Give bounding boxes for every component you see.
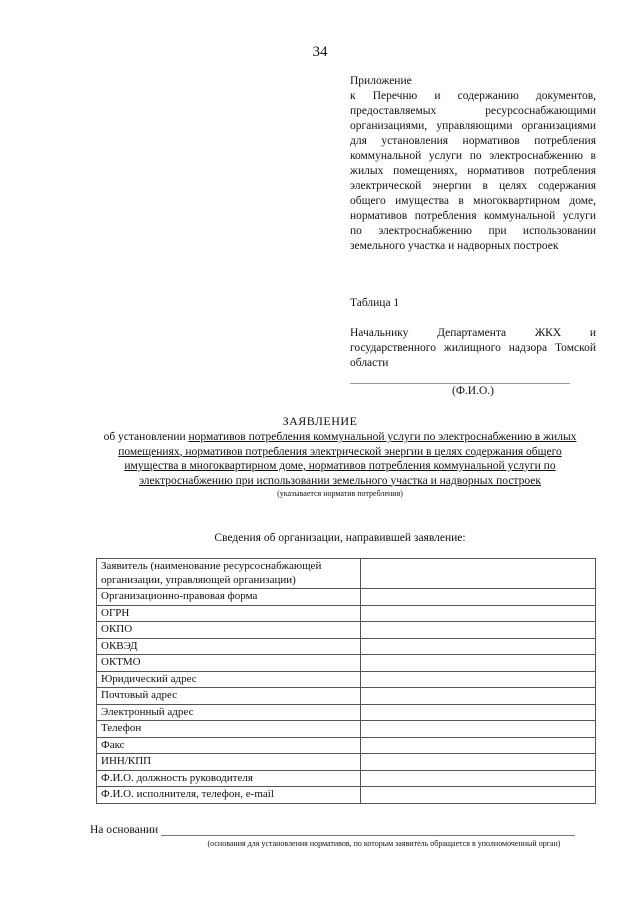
row-value-field[interactable] [361, 754, 596, 771]
subject-underlined: нормативов потребления коммунальной услуги по электроснабжению в жилых помещениях, нормативов потребления электрической энергии в целях содержания общего имущества в многоквартирном доме, нормативов потребления коммунальной услуги по электроснабжению при использовании земельного участка и надворных построек [118, 431, 577, 487]
table-row [97, 770, 596, 787]
table-row [97, 605, 596, 622]
fio-signature-line[interactable] [350, 383, 570, 384]
table-label: Таблица 1 [350, 297, 400, 309]
addressee: Начальнику Департамента ЖКХ и государственного жилищного надзора Томской области [350, 327, 596, 369]
appendix-block [350, 74, 596, 254]
table-row [97, 721, 596, 738]
organization-info-table [96, 558, 596, 804]
row-label: ОКТМО [97, 655, 361, 672]
basis-input-line[interactable] [161, 823, 575, 836]
table-row [97, 589, 596, 606]
organization-info-heading: Сведения об организации, направившей заявление: [214, 532, 466, 544]
table-row [97, 704, 596, 721]
table-row [97, 737, 596, 754]
row-value-field[interactable] [361, 589, 596, 606]
row-value-field[interactable] [361, 605, 596, 622]
table-row [97, 688, 596, 705]
row-value-field[interactable] [361, 737, 596, 754]
row-label: Факс [97, 737, 361, 754]
row-label: ИНН/КПП [97, 754, 361, 771]
fio-label: (Ф.И.О.) [452, 385, 494, 397]
table-row [97, 754, 596, 771]
basis-line [90, 823, 600, 836]
table-row [97, 787, 596, 804]
row-value-field[interactable] [361, 655, 596, 672]
row-label: Юридический адрес [97, 671, 361, 688]
row-label: ОКВЭД [97, 638, 361, 655]
statement-subject [90, 430, 590, 499]
row-label: ОКПО [97, 622, 361, 639]
table-row [97, 622, 596, 639]
row-label: Организационно-правовая форма [97, 589, 361, 606]
row-label: Телефон [97, 721, 361, 738]
row-value-field[interactable] [361, 622, 596, 639]
basis-note: (основания для установления нормативов, по которым заявитель обращается в уполномоченный орган) [207, 839, 561, 848]
appendix-heading: Приложение [350, 75, 412, 87]
row-value-field[interactable] [361, 704, 596, 721]
row-label: ОГРН [97, 605, 361, 622]
table-row [97, 671, 596, 688]
table-row [97, 638, 596, 655]
table-row [97, 655, 596, 672]
row-label: Ф.И.О. должность руководителя [97, 770, 361, 787]
row-label: Электронный адрес [97, 704, 361, 721]
row-value-field[interactable] [361, 721, 596, 738]
statement-title: ЗАЯВЛЕНИЕ [282, 414, 358, 428]
subject-prefix: об установлении [103, 431, 189, 443]
row-label: Почтовый адрес [97, 688, 361, 705]
basis-label: На основании [90, 824, 159, 836]
appendix-body: к Перечню и содержанию документов, предоставляемых ресурсоснабжающими организациями, управляющими организациями для установления нормативов потребления коммунальной услуги по электроснабжению в жилых помещениях, нормативов потребления электрической энергии в целях содержания общего имущества в многоквартирном доме, нормативов потребления коммунальной услуги по электроснабжению при использовании земельного участка и надворных построек [350, 90, 596, 252]
subject-note: (указывается норматив потребления) [277, 489, 403, 498]
row-value-field[interactable] [361, 688, 596, 705]
row-value-field[interactable] [361, 559, 596, 589]
table-row [97, 559, 596, 589]
row-value-field[interactable] [361, 638, 596, 655]
row-value-field[interactable] [361, 671, 596, 688]
row-value-field[interactable] [361, 770, 596, 787]
page-number: 34 [312, 44, 328, 60]
row-value-field[interactable] [361, 787, 596, 804]
row-label: Ф.И.О. исполнителя, телефон, e-mail [97, 787, 361, 804]
row-label: Заявитель (наименование ресурсоснабжающей организации, управляющей организации) [97, 559, 361, 589]
